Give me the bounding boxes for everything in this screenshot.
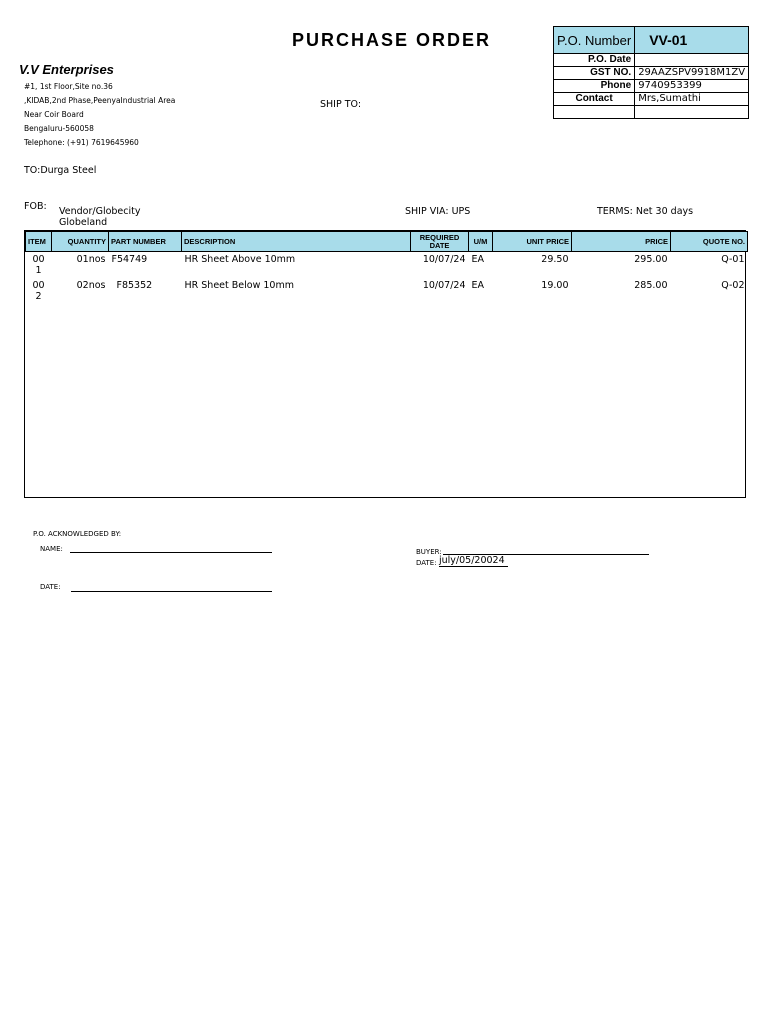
cell-quote-no: Q-02 (721, 280, 745, 291)
table-row (26, 252, 748, 279)
cell-um: EA (471, 280, 485, 291)
cell-part-number: F85352 (116, 280, 153, 291)
buyer-date-label: DATE: (416, 559, 437, 567)
fob-value-2: Globeland (59, 217, 108, 228)
cell-quantity: 02nos (76, 280, 106, 291)
po-date-label: P.O. Date (554, 54, 635, 67)
address-line: ,KIDAB,2nd Phase,PeenyaIndustrial Area (24, 96, 176, 105)
address-line: #1, 1st Floor,Site no.36 (24, 82, 113, 91)
table-header-row (26, 232, 748, 252)
date-label: DATE: (40, 583, 61, 591)
col-unit-price: UNIT PRICE (493, 232, 572, 252)
cell-item: 00 1 (32, 254, 45, 276)
terms: TERMS: Net 30 days (597, 206, 694, 217)
phone-value: 9740953399 (635, 80, 749, 93)
cell-part-number: F54749 (111, 254, 148, 265)
cell-required-date: 10/07/24 (422, 280, 466, 291)
name-signature-line (70, 552, 272, 553)
ship-to-label: SHIP TO: (320, 99, 362, 110)
table-row (26, 278, 748, 304)
po-number-label: P.O. Number (554, 27, 635, 54)
name-label: NAME: (40, 545, 63, 553)
buyer-label: BUYER: (416, 548, 442, 556)
cell-unit-price: 19.00 (541, 280, 569, 291)
ship-via: SHIP VIA: UPS (405, 206, 471, 217)
gst-value: 29AAZSPV9918M1ZV (635, 67, 749, 80)
cell-quote-no: Q-01 (721, 254, 745, 265)
col-um: U/M (469, 232, 493, 252)
po-info-box (553, 26, 749, 119)
po-number-value: VV-01 (635, 27, 749, 54)
cell-price: 285.00 (634, 280, 668, 291)
cell-required-date: 10/07/24 (422, 254, 466, 265)
blank-label (554, 106, 635, 119)
fob-value: Vendor/Globecity (59, 206, 141, 217)
address-line: Bengaluru-560058 (24, 124, 94, 133)
gst-label: GST NO. (554, 67, 635, 80)
cell-price: 295.00 (634, 254, 668, 265)
line-items-table (24, 230, 746, 498)
address-line: Near Coir Board (24, 110, 84, 119)
cell-description: HR Sheet Below 10mm (184, 280, 294, 291)
contact-label: Contact (554, 93, 635, 106)
company-name: V.V Enterprises (19, 62, 114, 77)
col-required-date: REQUIRED DATE (411, 232, 469, 252)
blank-value (635, 106, 749, 119)
cell-quantity: 01nos (76, 254, 106, 265)
po-date-value (635, 54, 749, 67)
page-title: PURCHASE ORDER (292, 30, 492, 50)
cell-unit-price: 29.50 (541, 254, 569, 265)
col-description: DESCRIPTION (182, 232, 411, 252)
col-price: PRICE (572, 232, 671, 252)
cell-um: EA (471, 254, 485, 265)
fob-label: FOB: (24, 201, 47, 212)
phone-label: Phone (554, 80, 635, 93)
telephone-line: Telephone: (+91) 7619645960 (24, 138, 139, 147)
col-quote-no: QUOTE NO. (671, 232, 748, 252)
date-signature-line (71, 591, 272, 592)
buyer-date-value: july/05/20024 (439, 555, 508, 567)
cell-description: HR Sheet Above 10mm (184, 254, 296, 265)
col-quantity: QUANTITY (52, 232, 109, 252)
col-part-number: PART NUMBER (109, 232, 182, 252)
to-line: TO:Durga Steel (24, 165, 97, 176)
cell-item: 00 2 (32, 280, 45, 302)
col-item: ITEM (26, 232, 52, 252)
contact-value: Mrs,Sumathi (635, 93, 749, 106)
ack-label: P.O. ACKNOWLEDGED BY: (33, 530, 122, 538)
